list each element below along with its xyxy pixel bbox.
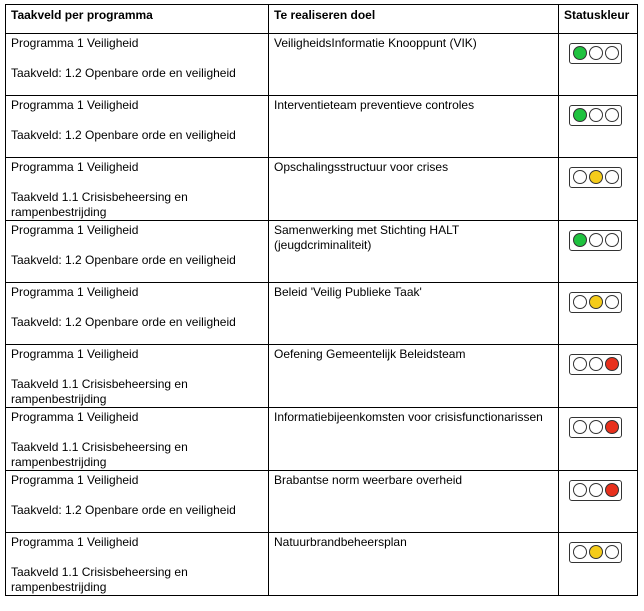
doel-cell: VeiligheidsInformatie Knooppunt (VIK) <box>269 34 559 96</box>
program-name: Programma 1 Veiligheid <box>11 473 139 487</box>
status-cell <box>559 533 638 596</box>
traffic-light-icon <box>569 43 622 64</box>
red-light-icon <box>605 357 619 371</box>
taakveld-name: Taakveld: 1.2 Openbare orde en veiligheid <box>11 253 236 267</box>
taakveld-cell <box>6 471 269 533</box>
yellow-light-icon <box>589 170 603 184</box>
green-light-icon <box>573 233 587 247</box>
table-row <box>6 96 638 158</box>
doel-cell: Informatiebijeenkomsten voor crisisfunctionarissen <box>269 408 559 471</box>
program-name: Programma 1 Veiligheid <box>11 285 139 299</box>
taakveld-cell <box>6 345 269 408</box>
traffic-light-icon <box>569 417 622 438</box>
doel-cell: Oefening Gemeentelijk Beleidsteam <box>269 345 559 408</box>
traffic-light-icon <box>569 480 622 501</box>
yellow-light-icon <box>589 295 603 309</box>
red-light-icon <box>605 483 619 497</box>
green-light-icon <box>573 545 587 559</box>
taakveld-cell <box>6 96 269 158</box>
doel-cell: Interventieteam preventieve controles <box>269 96 559 158</box>
status-cell <box>559 345 638 408</box>
green-light-icon <box>573 170 587 184</box>
table-row <box>6 533 638 596</box>
table-row <box>6 158 638 221</box>
doel-cell: Opschalingsstructuur voor crises <box>269 158 559 221</box>
program-name: Programma 1 Veiligheid <box>11 36 139 50</box>
table-row <box>6 345 638 408</box>
traffic-light-icon <box>569 354 622 375</box>
red-light-icon <box>605 420 619 434</box>
status-cell <box>559 158 638 221</box>
red-light-icon <box>605 295 619 309</box>
program-name: Programma 1 Veiligheid <box>11 535 139 549</box>
taakveld-cell <box>6 408 269 471</box>
table-row <box>6 408 638 471</box>
doel-cell: Natuurbrandbeheersplan <box>269 533 559 596</box>
taakveld-name: Taakveld 1.1 Crisisbeheersing en rampenbestrijding <box>11 440 188 469</box>
traffic-light-icon <box>569 105 622 126</box>
doel-cell: Beleid 'Veilig Publieke Taak' <box>269 283 559 345</box>
red-light-icon <box>605 233 619 247</box>
taakveld-name: Taakveld: 1.2 Openbare orde en veiligheid <box>11 503 236 517</box>
taakveld-cell <box>6 533 269 596</box>
header-row <box>6 5 638 34</box>
red-light-icon <box>605 108 619 122</box>
status-cell <box>559 96 638 158</box>
program-name: Programma 1 Veiligheid <box>11 410 139 424</box>
yellow-light-icon <box>589 357 603 371</box>
program-name: Programma 1 Veiligheid <box>11 223 139 237</box>
yellow-light-icon <box>589 420 603 434</box>
program-name: Programma 1 Veiligheid <box>11 98 139 112</box>
program-name: Programma 1 Veiligheid <box>11 347 139 361</box>
taakveld-cell <box>6 283 269 345</box>
green-light-icon <box>573 108 587 122</box>
traffic-light-icon <box>569 167 622 188</box>
doel-cell: Samenwerking met Stichting HALT (jeugdcriminaliteit) <box>269 221 559 283</box>
taakveld-name: Taakveld: 1.2 Openbare orde en veiligheid <box>11 315 236 329</box>
taakveld-cell <box>6 34 269 96</box>
taakveld-name: Taakveld: 1.2 Openbare orde en veiligheid <box>11 128 236 142</box>
taakveld-name: Taakveld 1.1 Crisisbeheersing en rampenbestrijding <box>11 377 188 406</box>
status-cell <box>559 283 638 345</box>
table-row <box>6 471 638 533</box>
taakveld-cell <box>6 221 269 283</box>
status-cell <box>559 471 638 533</box>
header-taakveld: Taakveld per programma <box>6 5 269 34</box>
table-row <box>6 221 638 283</box>
taakveld-name: Taakveld: 1.2 Openbare orde en veiligheid <box>11 66 236 80</box>
header-statuskleur: Statuskleur <box>559 5 638 34</box>
header-doel: Te realiseren doel <box>269 5 559 34</box>
yellow-light-icon <box>589 545 603 559</box>
red-light-icon <box>605 46 619 60</box>
status-table <box>5 4 638 596</box>
yellow-light-icon <box>589 233 603 247</box>
yellow-light-icon <box>589 46 603 60</box>
program-name: Programma 1 Veiligheid <box>11 160 139 174</box>
green-light-icon <box>573 420 587 434</box>
green-light-icon <box>573 295 587 309</box>
table-row <box>6 283 638 345</box>
yellow-light-icon <box>589 483 603 497</box>
doel-cell: Brabantse norm weerbare overheid <box>269 471 559 533</box>
status-cell <box>559 34 638 96</box>
taakveld-name: Taakveld 1.1 Crisisbeheersing en rampenbestrijding <box>11 565 188 594</box>
status-cell <box>559 408 638 471</box>
traffic-light-icon <box>569 292 622 313</box>
traffic-light-icon <box>569 542 622 563</box>
table-row <box>6 34 638 96</box>
green-light-icon <box>573 357 587 371</box>
red-light-icon <box>605 170 619 184</box>
yellow-light-icon <box>589 108 603 122</box>
status-cell <box>559 221 638 283</box>
red-light-icon <box>605 545 619 559</box>
green-light-icon <box>573 46 587 60</box>
green-light-icon <box>573 483 587 497</box>
traffic-light-icon <box>569 230 622 251</box>
taakveld-cell <box>6 158 269 221</box>
taakveld-name: Taakveld 1.1 Crisisbeheersing en rampenbestrijding <box>11 190 188 219</box>
